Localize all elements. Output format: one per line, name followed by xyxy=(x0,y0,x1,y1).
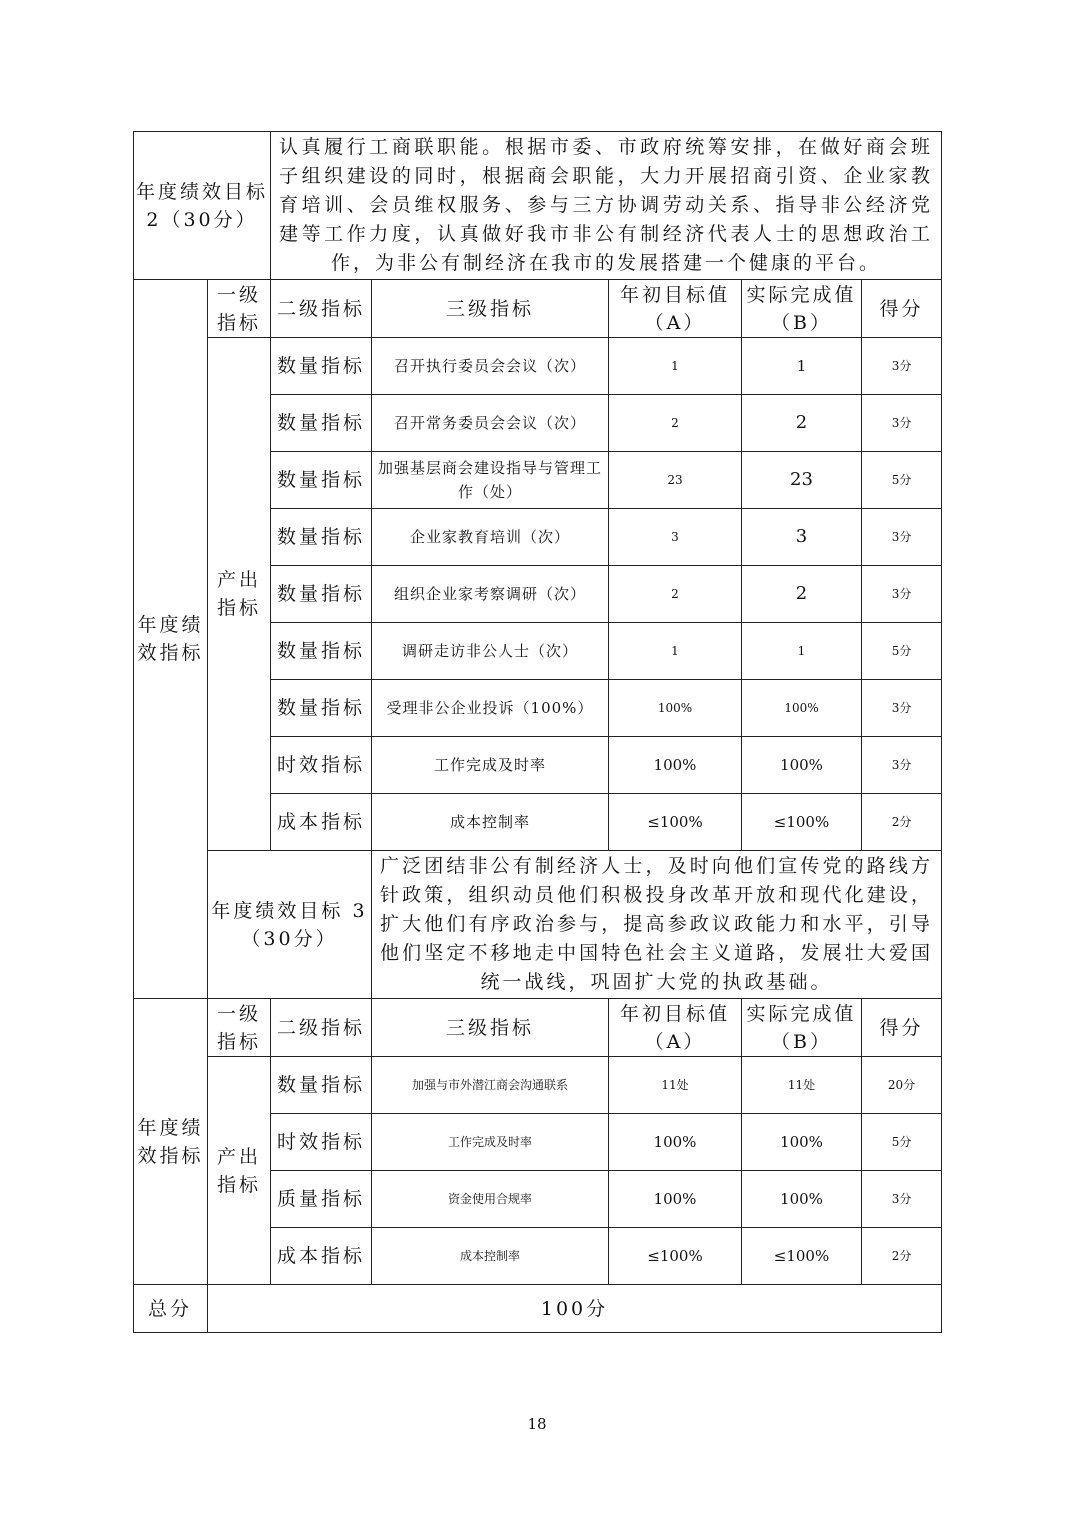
actual-cell: ≤100% xyxy=(742,1228,862,1285)
level3-cell: 调研走访非公人士（次） xyxy=(372,623,609,680)
score-cell: 3分 xyxy=(862,509,942,566)
score-cell: 3分 xyxy=(862,338,942,395)
header-level2: 二级指标 xyxy=(271,280,372,338)
score-cell: 3分 xyxy=(862,395,942,452)
target-cell: 100% xyxy=(609,1114,742,1171)
section2-level1: 产出指标 xyxy=(208,1057,271,1285)
goal3-text: 广泛团结非公有制经济人士，及时向他们宣传党的路线方针政策，组织动员他们积极投身改革开放和现代化建设，扩大他们有序政治参与，提高参政议政能力和水平，引导他们坚定不移地走中国特色社会主义道路，发展壮大爱国统一战线，巩固扩大党的执政基础。 xyxy=(372,851,942,999)
actual-cell: 11处 xyxy=(742,1057,862,1114)
level3-cell: 成本控制率 xyxy=(372,1228,609,1285)
level3-cell: 资金使用合规率 xyxy=(372,1171,609,1228)
level2-cell: 数量指标 xyxy=(271,338,372,395)
score-cell: 5分 xyxy=(862,452,942,509)
score-cell: 3分 xyxy=(862,737,942,794)
score-cell: 3分 xyxy=(862,566,942,623)
total-value: 100分 xyxy=(208,1285,942,1333)
header-actual: 实际完成值（B） xyxy=(742,280,862,338)
target-cell: 1 xyxy=(609,338,742,395)
level3-cell: 加强基层商会建设指导与管理工作（处） xyxy=(372,452,609,509)
total-row xyxy=(134,1285,942,1333)
level3-cell: 企业家教育培训（次） xyxy=(372,509,609,566)
actual-cell: 2 xyxy=(742,566,862,623)
goal3-row xyxy=(134,851,942,999)
target-cell: 100% xyxy=(609,680,742,737)
score-cell: 3分 xyxy=(862,680,942,737)
target-cell: ≤100% xyxy=(609,1228,742,1285)
score-cell: 3分 xyxy=(862,1171,942,1228)
header-level1: 一级指标 xyxy=(208,280,271,338)
level2-cell: 数量指标 xyxy=(271,566,372,623)
level2-cell: 质量指标 xyxy=(271,1171,372,1228)
score-cell: 20分 xyxy=(862,1057,942,1114)
actual-cell: 100% xyxy=(742,737,862,794)
actual-cell: 2 xyxy=(742,395,862,452)
header-level3: 三级指标 xyxy=(372,999,609,1057)
level3-cell: 工作完成及时率 xyxy=(372,1114,609,1171)
level2-cell: 数量指标 xyxy=(271,1057,372,1114)
section2-row xyxy=(134,1057,942,1114)
section2-header-row xyxy=(134,999,942,1057)
section1-level1: 产出指标 xyxy=(208,338,271,851)
total-label: 总分 xyxy=(134,1285,208,1333)
performance-table xyxy=(133,131,942,1333)
section1-row-label: 年度绩效指标 xyxy=(134,280,208,999)
level2-cell: 数量指标 xyxy=(271,509,372,566)
score-cell: 2分 xyxy=(862,794,942,851)
header-target: 年初目标值（A） xyxy=(609,999,742,1057)
goal2-label: 年度绩效目标 2（30分） xyxy=(134,132,271,280)
target-cell: 1 xyxy=(609,623,742,680)
header-target: 年初目标值（A） xyxy=(609,280,742,338)
header-score: 得分 xyxy=(862,280,942,338)
header-actual: 实际完成值（B） xyxy=(742,999,862,1057)
header-level2: 二级指标 xyxy=(271,999,372,1057)
level3-cell: 召开执行委员会会议（次） xyxy=(372,338,609,395)
level2-cell: 成本指标 xyxy=(271,1228,372,1285)
actual-cell: 100% xyxy=(742,680,862,737)
actual-cell: 100% xyxy=(742,1171,862,1228)
level2-cell: 成本指标 xyxy=(271,794,372,851)
level3-cell: 工作完成及时率 xyxy=(372,737,609,794)
score-cell: 5分 xyxy=(862,1114,942,1171)
goal2-text: 认真履行工商联职能。根据市委、市政府统筹安排，在做好商会班子组织建设的同时，根据商会职能，大力开展招商引资、企业家教育培训、会员维权服务、参与三方协调劳动关系、指导非公经济党建等工作力度，认真做好我市非公有制经济代表人士的思想政治工作，为非公有制经济在我市的发展搭建一个健康的平台。 xyxy=(271,132,942,280)
level2-cell: 数量指标 xyxy=(271,395,372,452)
target-cell: 2 xyxy=(609,395,742,452)
level2-cell: 时效指标 xyxy=(271,1114,372,1171)
goal3-label: 年度绩效目标 3（30分） xyxy=(208,851,372,999)
header-level1: 一级指标 xyxy=(208,999,271,1057)
level2-cell: 数量指标 xyxy=(271,623,372,680)
actual-cell: 100% xyxy=(742,1114,862,1171)
target-cell: 3 xyxy=(609,509,742,566)
goal2-row xyxy=(134,132,942,280)
section2-row-label: 年度绩效指标 xyxy=(134,999,208,1285)
actual-cell: ≤100% xyxy=(742,794,862,851)
level2-cell: 数量指标 xyxy=(271,452,372,509)
target-cell: 23 xyxy=(609,452,742,509)
level2-cell: 数量指标 xyxy=(271,680,372,737)
target-cell: 100% xyxy=(609,1171,742,1228)
target-cell: 100% xyxy=(609,737,742,794)
level3-cell: 组织企业家考察调研（次） xyxy=(372,566,609,623)
actual-cell: 23 xyxy=(742,452,862,509)
level2-cell: 时效指标 xyxy=(271,737,372,794)
score-cell: 2分 xyxy=(862,1228,942,1285)
level3-cell: 成本控制率 xyxy=(372,794,609,851)
target-cell: ≤100% xyxy=(609,794,742,851)
actual-cell: 1 xyxy=(742,623,862,680)
level3-cell: 受理非公企业投诉（100%） xyxy=(372,680,609,737)
score-cell: 5分 xyxy=(862,623,942,680)
header-score: 得分 xyxy=(862,999,942,1057)
target-cell: 2 xyxy=(609,566,742,623)
page-number: 18 xyxy=(527,1415,547,1433)
actual-cell: 1 xyxy=(742,338,862,395)
section1-row xyxy=(134,338,942,395)
target-cell: 11处 xyxy=(609,1057,742,1114)
actual-cell: 3 xyxy=(742,509,862,566)
level3-cell: 召开常务委员会会议（次） xyxy=(372,395,609,452)
section1-header-row xyxy=(134,280,942,338)
header-level3: 三级指标 xyxy=(372,280,609,338)
level3-cell: 加强与市外潜江商会沟通联系 xyxy=(372,1057,609,1114)
